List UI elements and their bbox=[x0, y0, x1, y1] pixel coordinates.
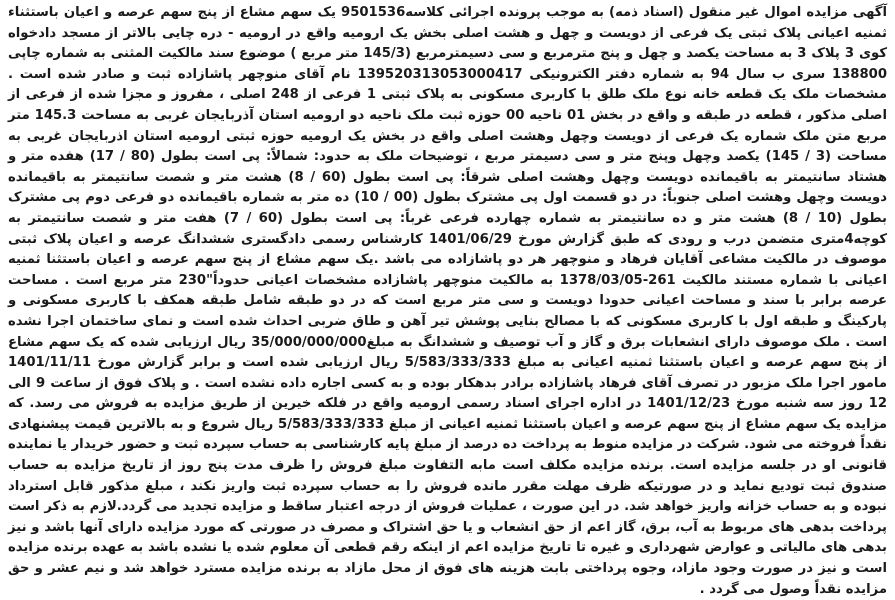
auction-notice-body: آگهی مزایده اموال غیر منقول (اسناد ذمه) به موجب پرونده اجرائی کلاسه9501536 یک سهم مشاع از پنج سهم عرصه و اعیان باستثناء ثمنیه اعیانی پلاک ثبتی یک فرعی از دویست و چهل و هشت اصلی بخش یک ارومیه واقع در ارومیه - دره چایی بالاتر از مسجد دادخواه کوی 3 پلاک 3 به مساحت یکصد و چهل و پنج مترمربع و سی دسیمترمربع (145/3 متر مربع ) موضوع سند مالکیت المثنی به شماره چاپی 138800 سری ب سال 94 به شماره دفتر الکترونیکی 139520313053000417 نام آقای منوچهر پاشازاده ثبت و صادر شده است . مشخصات ملک یک قطعه خانه نوع ملک طلق با کاربری مسکونی به پلاک ثبتی 1 فرعی از 248 اصلی ، مفروز و مجزا شده از فرعی از اصلی مذکور ، قطعه در طبقه و واقع در بخش 01 ناحیه 00 حوزه ثبت ملک ناحیه دو ارومیه استان آذربایجان غربی به مساحت 145.3 متر مربع متن ملک شماره یک فرعی از دویست وچهل وهشت اصلی واقع در بخش یک ارومیه حوزه ثبتی ارومیه استان اذربایجان غربی به مساحت (3 / 145) یکصد وچهل وپنج متر و سی دسیمتر مربع ، توضیحات ملک به حدود: شمالاً: پی است بطول (80 / 17) هفده متر و هشتاد سانتیمتر به باقیمانده دویست وچهل وهشت اصلی شرقاً: پی است بطول (60 / 8) هشت متر و شصت سانتیمتر به باقیمانده دویست وچهل وهشت اصلی جنوباً: در دو قسمت اول پی مشترک بطول (00 / 10) ده متر به شماره باقیمانده دو فرعی دوم پی مشترک بطول (10 / 8) هشت متر و ده سانتیمتر به شماره چهارده فرعی غرباً: پی است بطول (60 / 7) هفت متر و شصت سانتیمتر به کوچه4متری متضمن درب و رودی که طبق گزارش مورخ 1401/06/29 کارشناس رسمی دادگستری ششدانگ عرصه و اعیان پلاک ثبتی موصوف در مالکیت مشاعی آقایان فرهاد و منوچهر هر دو پاشازاده می باشد .یک سهم مشاع از پنج سهم عرصه و اعیان باستثنا ثمنیه اعیانی با شماره مستند مالکیت 261-1378/03/05 به مالکیت منوچهر پاشازاده مشخصات اعیانی حدوداً"230 متر مربع است . مساحت عرصه برابر با سند و مساحت اعیانی حدودا دویست و سی متر مربع است که در دو طبقه شامل طبقه همکف با کاربری مسکونی و پارکینگ و طبقه اول با کاربری مسکونی که با مصالح بنایی پوشش تیر آهن و طاق ضربی احداث شده است و نمای ساختمان اجرا نشده است . ملک موصوف دارای انشعابات برق و گاز و آب توصیف و ششدانگ به مبلغ35/000/000/000 ریال ارزیابی شده که یک سهم مشاع از پنج سهم عرصه و اعیان باستثنا ثمنیه اعیانی به مبلغ 5/583/333/333 ریال ارزیابی شده است و برابر گزارش مورخ 1401/11/11 مامور اجرا ملک مزبور در تصرف آقای فرهاد پاشازاده برادر بدهکار بوده و به کسی اجاره داده نشده است . و پلاک فوق از ساعت 9 الی 12 روز سه شنبه مورخ 1401/12/23 در اداره اجرای اسناد رسمی ارومیه واقع در فلکه خیرین از طریق مزایده به فروش می رسد. که مزایده یک سهم مشاع از پنج سهم عرصه و اعیان باستثنا ثمنیه اعیانی از مبلغ 5/583/333/333 ریال شروع و به بالاترین قیمت پیشنهادی نقداً فروخته می شود. شرکت در مزایده منوط به پرداخت ده درصد از مبلغ پایه کارشناسی به حساب سپرده ثبت و حضور خریدار یا نماینده قانونی او در جلسه مزایده است. برنده مزایده مکلف است مابه التفاوت مبلغ فروش را ظرف مدت پنج روز از تاریخ مزایده به حساب صندوق ثبت تودیع نماید و در صورتیکه ظرف مهلت مقرر مانده فروش را به حساب سپرده ثبت واریز نکند ، مبلغ مذکور قابل استرداد نبوده و به حساب خزانه واریز خواهد شد. در این صورت ، عملیات فروش از درجه اعتبار ساقط و مزایده تجدید می گردد.لازم به ذکر است پرداخت بدهی های مربوط به آب، برق، گاز اعم از حق انشعاب و یا حق اشتراک و مصرف در صورتی که مورد مزایده دارای آنها باشد و نیز بدهی های مالیاتی و عوارض شهرداری و غیره تا تاریخ مزایده اعم از اینکه رقم قطعی آن معلوم شده یا نشده باشد به عهده برنده مزایده است و نیز در صورت وجود مازاد، وجوه پرداختی بابت هزینه های فوق از محل مازاد به برنده مزایده مسترد خواهد شد و نیم عشر و حق مزایده نقداً وصول می گردد . bbox=[8, 5, 888, 597]
